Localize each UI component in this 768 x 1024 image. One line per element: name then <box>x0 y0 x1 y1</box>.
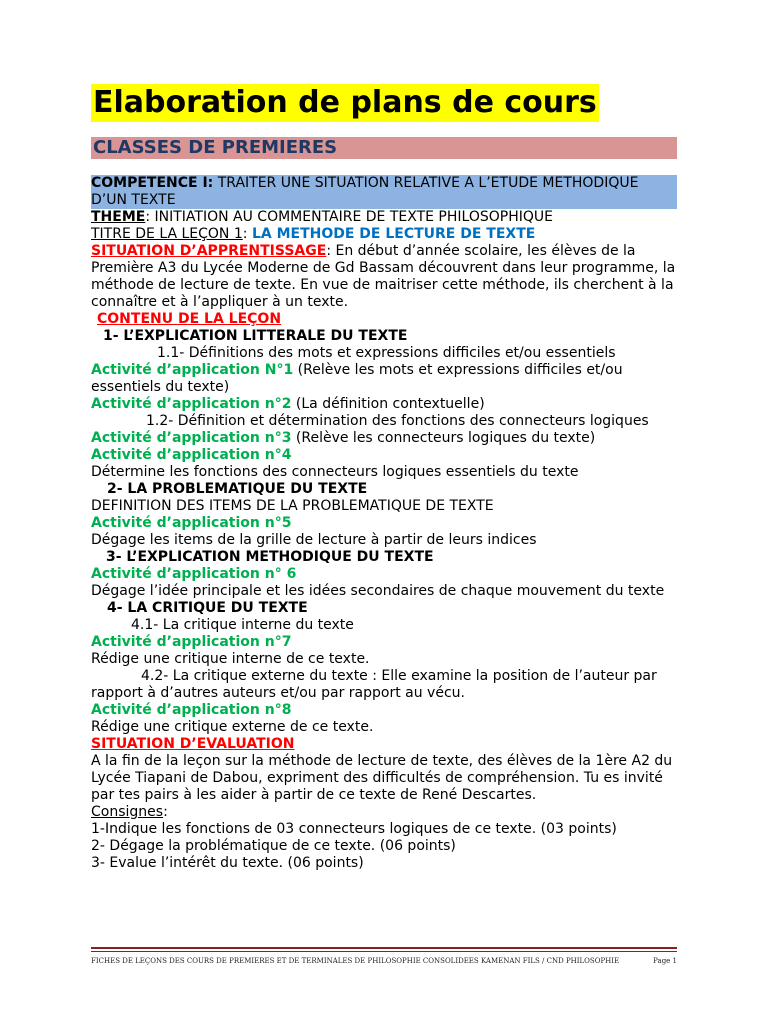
competence-text: TRAITER UNE SITUATION RELATIVE A L’ETUDE METHODIQUE D’UN TEXTE <box>91 175 639 208</box>
activity-3-label: Activité d’application n°3 <box>91 430 292 446</box>
contenu-heading: CONTENU DE LA LEÇON <box>97 311 282 327</box>
footer-rule-thin <box>91 951 677 952</box>
lesson-title-line <box>91 226 677 243</box>
page-footer <box>91 947 677 965</box>
consigne-1: 1-Indique les fonctions de 03 connecteurs logiques de ce texte. (03 points) <box>91 821 617 837</box>
theme-text: : INITIATION AU COMMENTAIRE DE TEXTE PHILOSOPHIQUE <box>145 209 553 225</box>
consigne-2: 2- Dégage la problématique de ce texte. (06 points) <box>91 838 456 854</box>
theme-line <box>91 209 677 226</box>
activity-7-text: Rédige une critique interne de ce texte. <box>91 651 370 667</box>
activity-5-text: Dégage les items de la grille de lecture à partir de leurs indices <box>91 532 537 548</box>
page-number: Page 1 <box>653 957 677 965</box>
class-band-label: CLASSES DE PREMIERES <box>93 137 338 158</box>
subsection-1-1: 1.1- Définitions des mots et expressions difficiles et/ou essentiels <box>157 345 616 361</box>
activity-8-text: Rédige une critique externe de ce texte. <box>91 719 374 735</box>
situation-text: : En début d’année scolaire, les élèves de la Première A3 du Lycée Moderne de Gd Bassam découvrent dans leur programme, la méthode de lecture de texte. En vue de maitriser cette méthode, ils cherchent à la connaître et à l’appliquer à un texte. <box>91 243 676 310</box>
section-3-heading: 3- L’EXPLICATION METHODIQUE DU TEXTE <box>106 549 434 565</box>
activity-4-text: Détermine les fonctions des connecteurs logiques essentiels du texte <box>91 464 579 480</box>
competence-label: COMPETENCE I: <box>91 175 214 191</box>
section-1-heading: 1- L’EXPLICATION LITTERALE DU TEXTE <box>103 328 408 344</box>
footer-text <box>91 957 677 965</box>
lesson-title-value: LA METHODE DE LECTURE DE TEXTE <box>251 226 536 242</box>
activity-3-text: (Relève les connecteurs logiques du texte) <box>291 430 596 446</box>
activity-2-text: (La définition contextuelle) <box>291 396 485 412</box>
activity-3 <box>91 430 677 447</box>
subsection-1-2: 1.2- Définition et détermination des fonctions des connecteurs logiques <box>146 413 649 429</box>
activity-2-label: Activité d’application n°2 <box>91 396 292 412</box>
section-2-heading: 2- LA PROBLEMATIQUE DU TEXTE <box>107 481 368 497</box>
section-4-heading: 4- LA CRITIQUE DU TEXTE <box>107 600 308 616</box>
class-band <box>91 137 677 159</box>
footer-rule <box>91 947 677 949</box>
subsection-4-1: 4.1- La critique interne du texte <box>131 617 354 633</box>
consignes-label: Consignes <box>91 804 164 820</box>
consigne-3: 3- Evalue l’intérêt du texte. (06 points) <box>91 855 364 871</box>
consignes-sep: : <box>163 804 168 820</box>
activity-1-text: (Relève les mots et expressions difficiles et/ou essentiels du texte) <box>91 362 623 395</box>
situation-paragraph <box>91 243 677 311</box>
activity-4-label: Activité d’application n°4 <box>91 447 292 463</box>
situation-label: SITUATION D’APPRENTISSAGE <box>91 243 327 259</box>
activity-5-label: Activité d’application n°5 <box>91 515 292 531</box>
subsection-4-2: 4.2- La critique externe du texte : Elle examine la position de l’auteur par rapport à d’autres auteurs et/ou par rapport au vécu. <box>91 668 657 701</box>
lesson-content <box>91 209 677 872</box>
evaluation-text: A la fin de la leçon sur la méthode de lecture de texte, des élèves de la 1ère A2 du Lycée Tiapani de Dabou, expriment des difficultés de compréhension. Tu es invité par tes pairs à les aider à partir de ce texte de René Descartes. <box>91 753 673 803</box>
activity-1 <box>91 362 677 396</box>
section-2-definition: DEFINITION DES ITEMS DE LA PROBLEMATIQUE DE TEXTE <box>91 498 494 514</box>
activity-6-label: Activité d’application n° 6 <box>91 566 297 582</box>
consignes-line <box>91 804 677 821</box>
activity-7-label: Activité d’application n°7 <box>91 634 292 650</box>
theme-label: THEME <box>91 209 146 225</box>
lesson-title-sep: : <box>242 226 252 242</box>
activity-2 <box>91 396 677 413</box>
lesson-title-label: TITRE DE LA LEÇON 1 <box>91 226 243 242</box>
activity-6-text: Dégage l’idée principale et les idées secondaires de chaque mouvement du texte <box>91 583 665 599</box>
activity-8-label: Activité d’application n°8 <box>91 702 292 718</box>
competence-block <box>91 175 677 209</box>
activity-1-label: Activité d’application N°1 <box>91 362 294 378</box>
evaluation-heading: SITUATION D’EVALUATION <box>91 736 295 752</box>
document-title: Elaboration de plans de cours <box>93 85 597 120</box>
footer-left: FICHES DE LEÇONS DES COURS DE PREMIERES ET DE TERMINALES DE PHILOSOPHIE CONSOLIDEES KAMENAN FILS / CND PHILOSOPHIE <box>91 957 620 965</box>
